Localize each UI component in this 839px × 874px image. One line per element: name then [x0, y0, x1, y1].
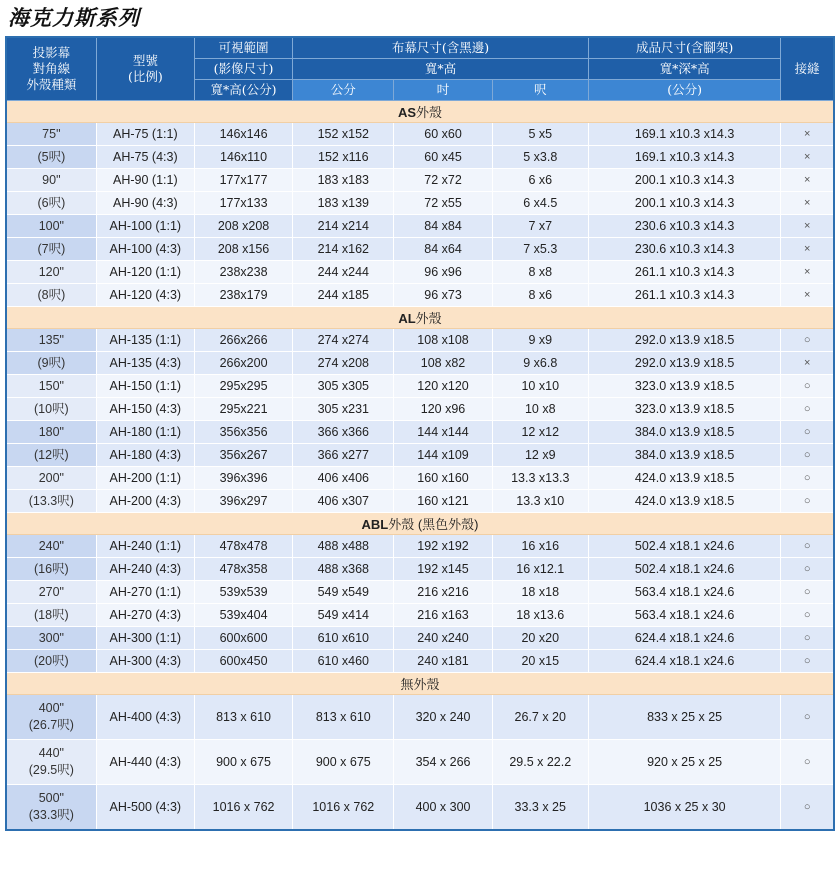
cell-cloth-ft: 12 x9	[492, 444, 588, 467]
cell-diagonal-ft: (7呎)	[6, 238, 96, 261]
cell-product-size: 200.1 x10.3 x14.3	[588, 192, 780, 215]
cell-model: AH-200 (4:3)	[96, 490, 194, 513]
cell-cloth-inch: 144 x109	[394, 444, 492, 467]
diagonal-ft: (29.5呎)	[28, 763, 74, 777]
cell-cloth-cm: 183 x139	[293, 192, 394, 215]
cell-cloth-cm: 274 x208	[293, 352, 394, 375]
cell-cloth-cm: 610 x460	[293, 650, 394, 673]
table-row	[6, 238, 834, 261]
header-diagonal-line2: 對角線	[32, 61, 71, 76]
cell-diagonal-inch: 120"	[6, 261, 96, 284]
header-visible-line1: 可視範圍	[194, 37, 292, 59]
cell-cloth-ft: 5 x3.8	[492, 146, 588, 169]
cell-cloth-inch: 72 x55	[394, 192, 492, 215]
cell-cloth-cm: 366 x366	[293, 421, 394, 444]
cell-cloth-ft: 7 x7	[492, 215, 588, 238]
cell-product-size: 292.0 x13.9 x18.5	[588, 352, 780, 375]
cell-seam: ○	[781, 398, 834, 421]
table-row	[6, 398, 834, 421]
header-model-line2: (比例)	[127, 69, 163, 84]
cell-cloth-inch: 160 x160	[394, 467, 492, 490]
cell-seam: ○	[781, 467, 834, 490]
cell-visible-size: 900 x 675	[194, 740, 292, 785]
cell-seam: ×	[781, 284, 834, 307]
cell-cloth-cm: 214 x214	[293, 215, 394, 238]
cell-diagonal-inch: 90"	[6, 169, 96, 192]
section-title	[6, 673, 834, 695]
cell-product-size: 169.1 x10.3 x14.3	[588, 123, 780, 146]
header-diagonal-line3: 外殼種類	[26, 77, 77, 92]
cell-visible-size: 600x600	[194, 627, 292, 650]
header-cloth-sub: 寬*高	[293, 59, 589, 80]
cell-model: AH-300 (1:1)	[96, 627, 194, 650]
section-title-rest: 外殼	[416, 105, 443, 120]
cell-model: AH-200 (1:1)	[96, 467, 194, 490]
cell-cloth-inch: 96 x96	[394, 261, 492, 284]
cell-model: AH-150 (1:1)	[96, 375, 194, 398]
cell-visible-size: 238x238	[194, 261, 292, 284]
cell-cloth-ft: 16 x12.1	[492, 558, 588, 581]
cell-cloth-ft: 16 x16	[492, 535, 588, 558]
cell-product-size: 424.0 x13.9 x18.5	[588, 467, 780, 490]
cell-model: AH-120 (4:3)	[96, 284, 194, 307]
cell-cloth-cm: 152 x116	[293, 146, 394, 169]
cell-diagonal-inch: 150"	[6, 375, 96, 398]
cell-product-size: 261.1 x10.3 x14.3	[588, 284, 780, 307]
cell-seam: ○	[781, 535, 834, 558]
table-row	[6, 192, 834, 215]
cell-cloth-cm: 488 x488	[293, 535, 394, 558]
table-row	[6, 558, 834, 581]
cell-product-size: 384.0 x13.9 x18.5	[588, 444, 780, 467]
cell-cloth-inch: 320 x 240	[394, 695, 492, 740]
cell-seam: ×	[781, 192, 834, 215]
cell-product-size: 323.0 x13.9 x18.5	[588, 375, 780, 398]
table-row	[6, 352, 834, 375]
cell-diagonal-inch: 180"	[6, 421, 96, 444]
cell-seam: ○	[781, 581, 834, 604]
cell-cloth-cm: 305 x231	[293, 398, 394, 421]
cell-seam: ○	[781, 421, 834, 444]
cell-cloth-inch: 120 x120	[394, 375, 492, 398]
section-title-bold: AS	[397, 105, 417, 120]
cell-visible-size: 266x266	[194, 329, 292, 352]
header-diagonal-line1: 投影幕	[32, 45, 71, 60]
spec-table	[5, 36, 835, 831]
cell-diagonal	[6, 695, 96, 740]
header-product-group: 成品尺寸(含腳架)	[588, 37, 780, 59]
cell-cloth-inch: 84 x84	[394, 215, 492, 238]
section-title-bold: ABL	[361, 517, 389, 532]
cell-product-size: 323.0 x13.9 x18.5	[588, 398, 780, 421]
cell-product-size: 384.0 x13.9 x18.5	[588, 421, 780, 444]
cell-model: AH-100 (1:1)	[96, 215, 194, 238]
cell-model: AH-120 (1:1)	[96, 261, 194, 284]
cell-model: AH-180 (1:1)	[96, 421, 194, 444]
cell-visible-size: 813 x 610	[194, 695, 292, 740]
cell-diagonal-ft: (6呎)	[6, 192, 96, 215]
cell-visible-size: 396x297	[194, 490, 292, 513]
cell-diagonal-ft: (13.3呎)	[6, 490, 96, 513]
cell-seam: ○	[781, 740, 834, 785]
header-model	[96, 37, 194, 101]
cell-cloth-inch: 400 x 300	[394, 785, 492, 831]
cell-model: AH-440 (4:3)	[96, 740, 194, 785]
cell-cloth-cm: 366 x277	[293, 444, 394, 467]
cell-cloth-ft: 6 x6	[492, 169, 588, 192]
cell-cloth-inch: 84 x64	[394, 238, 492, 261]
cell-product-size: 169.1 x10.3 x14.3	[588, 146, 780, 169]
cell-diagonal-inch: 100"	[6, 215, 96, 238]
cell-visible-size: 266x200	[194, 352, 292, 375]
cell-cloth-cm: 274 x274	[293, 329, 394, 352]
diagonal-inch: 500"	[38, 791, 64, 805]
cell-seam: ○	[781, 604, 834, 627]
cell-diagonal	[6, 740, 96, 785]
cell-visible-size: 177x133	[194, 192, 292, 215]
cell-model: AH-135 (4:3)	[96, 352, 194, 375]
cell-cloth-ft: 13.3 x13.3	[492, 467, 588, 490]
cell-model: AH-150 (4:3)	[96, 398, 194, 421]
cell-seam: ○	[781, 444, 834, 467]
cell-diagonal-inch: 240"	[6, 535, 96, 558]
cell-cloth-ft: 18 x18	[492, 581, 588, 604]
cell-cloth-ft: 8 x6	[492, 284, 588, 307]
diagonal-ft: (33.3呎)	[28, 808, 74, 822]
page-title: 海克力斯系列	[8, 6, 140, 30]
cell-model: AH-90 (1:1)	[96, 169, 194, 192]
cell-diagonal-ft: (12呎)	[6, 444, 96, 467]
cell-model: AH-500 (4:3)	[96, 785, 194, 831]
cell-seam: ×	[781, 169, 834, 192]
section-title-bold: AL	[398, 311, 416, 326]
cell-cloth-cm: 488 x368	[293, 558, 394, 581]
table-row	[6, 123, 834, 146]
table-row	[6, 467, 834, 490]
cell-diagonal-ft: (5呎)	[6, 146, 96, 169]
cell-model: AH-300 (4:3)	[96, 650, 194, 673]
header-cloth-group: 布幕尺寸(含黑邊)	[293, 37, 589, 59]
cell-product-size: 624.4 x18.1 x24.6	[588, 627, 780, 650]
section-header	[6, 673, 834, 695]
cell-product-size: 563.4 x18.1 x24.6	[588, 604, 780, 627]
cell-product-size: 920 x 25 x 25	[588, 740, 780, 785]
cell-model: AH-75 (1:1)	[96, 123, 194, 146]
table-row	[6, 169, 834, 192]
cell-diagonal-inch: 270"	[6, 581, 96, 604]
cell-cloth-ft: 5 x5	[492, 123, 588, 146]
cell-cloth-ft: 29.5 x 22.2	[492, 740, 588, 785]
cell-product-size: 261.1 x10.3 x14.3	[588, 261, 780, 284]
cell-diagonal-inch: 75"	[6, 123, 96, 146]
cell-cloth-cm: 152 x152	[293, 123, 394, 146]
header-product-sub: 寬*深*高	[588, 59, 780, 80]
cell-cloth-cm: 900 x 675	[293, 740, 394, 785]
cell-seam: ×	[781, 146, 834, 169]
cell-cloth-ft: 20 x15	[492, 650, 588, 673]
section-title	[6, 307, 834, 329]
cell-cloth-ft: 7 x5.3	[492, 238, 588, 261]
cell-cloth-inch: 108 x108	[394, 329, 492, 352]
cell-diagonal-ft: (16呎)	[6, 558, 96, 581]
cell-cloth-cm: 244 x244	[293, 261, 394, 284]
cell-diagonal-ft: (10呎)	[6, 398, 96, 421]
cell-seam: ×	[781, 215, 834, 238]
cell-visible-size: 1016 x 762	[194, 785, 292, 831]
cell-model: AH-270 (1:1)	[96, 581, 194, 604]
cell-cloth-ft: 26.7 x 20	[492, 695, 588, 740]
cell-product-size: 502.4 x18.1 x24.6	[588, 558, 780, 581]
cell-model: AH-240 (4:3)	[96, 558, 194, 581]
cell-seam: ×	[781, 238, 834, 261]
cell-diagonal-ft: (18呎)	[6, 604, 96, 627]
cell-cloth-inch: 240 x240	[394, 627, 492, 650]
section-title	[6, 513, 834, 535]
cell-cloth-ft: 10 x8	[492, 398, 588, 421]
cell-cloth-ft: 6 x4.5	[492, 192, 588, 215]
cell-model: AH-90 (4:3)	[96, 192, 194, 215]
cell-visible-size: 295x221	[194, 398, 292, 421]
cell-cloth-ft: 13.3 x10	[492, 490, 588, 513]
cell-cloth-cm: 813 x 610	[293, 695, 394, 740]
header-diagonal	[6, 37, 96, 101]
table-row	[6, 215, 834, 238]
header-visible-line2: (影像尺寸)	[194, 59, 292, 80]
cell-seam: ×	[781, 123, 834, 146]
cell-visible-size: 356x267	[194, 444, 292, 467]
cell-visible-size: 208 x156	[194, 238, 292, 261]
header-model-line1: 型號	[132, 53, 158, 68]
header-seam: 接縫	[781, 37, 834, 101]
table-row	[6, 650, 834, 673]
cell-visible-size: 238x179	[194, 284, 292, 307]
cell-cloth-cm: 183 x183	[293, 169, 394, 192]
cell-cloth-ft: 12 x12	[492, 421, 588, 444]
cell-visible-size: 478x358	[194, 558, 292, 581]
header-unit-inch: 吋	[394, 80, 492, 101]
table-row	[6, 627, 834, 650]
section-title-rest: 無外殼	[400, 677, 440, 692]
table-row	[6, 421, 834, 444]
cell-visible-size: 600x450	[194, 650, 292, 673]
cell-product-size: 424.0 x13.9 x18.5	[588, 490, 780, 513]
cell-diagonal-ft: (20呎)	[6, 650, 96, 673]
cell-model: AH-240 (1:1)	[96, 535, 194, 558]
table-row	[6, 375, 834, 398]
cell-cloth-inch: 216 x216	[394, 581, 492, 604]
cell-visible-size: 208 x208	[194, 215, 292, 238]
cell-cloth-ft: 33.3 x 25	[492, 785, 588, 831]
cell-visible-size: 146x110	[194, 146, 292, 169]
cell-cloth-cm: 244 x185	[293, 284, 394, 307]
cell-cloth-inch: 108 x82	[394, 352, 492, 375]
cell-seam: ○	[781, 375, 834, 398]
table-row	[6, 329, 834, 352]
table-row	[6, 604, 834, 627]
table-row	[6, 490, 834, 513]
header-unit-ft: 呎	[492, 80, 588, 101]
table-row	[6, 695, 834, 740]
cell-product-size: 1036 x 25 x 30	[588, 785, 780, 831]
cell-cloth-inch: 192 x145	[394, 558, 492, 581]
cell-cloth-cm: 610 x610	[293, 627, 394, 650]
cell-model: AH-270 (4:3)	[96, 604, 194, 627]
diagonal-ft: (26.7呎)	[28, 718, 74, 732]
cell-cloth-cm: 549 x549	[293, 581, 394, 604]
cell-cloth-cm: 406 x307	[293, 490, 394, 513]
cell-model: AH-135 (1:1)	[96, 329, 194, 352]
section-header	[6, 101, 834, 123]
header-unit-cm: 公分	[293, 80, 394, 101]
header-visible-line3: 寬*高(公分)	[194, 80, 292, 101]
cell-diagonal	[6, 785, 96, 831]
table-row	[6, 261, 834, 284]
table-row	[6, 284, 834, 307]
cell-cloth-inch: 72 x72	[394, 169, 492, 192]
cell-seam: ○	[781, 695, 834, 740]
table-row	[6, 444, 834, 467]
cell-visible-size: 177x177	[194, 169, 292, 192]
table-body	[6, 101, 834, 831]
cell-seam: ○	[781, 558, 834, 581]
cell-product-size: 563.4 x18.1 x24.6	[588, 581, 780, 604]
cell-cloth-ft: 10 x10	[492, 375, 588, 398]
cell-diagonal-inch: 135"	[6, 329, 96, 352]
cell-product-size: 230.6 x10.3 x14.3	[588, 215, 780, 238]
cell-model: AH-75 (4:3)	[96, 146, 194, 169]
cell-seam: ×	[781, 352, 834, 375]
cell-diagonal-ft: (9呎)	[6, 352, 96, 375]
cell-visible-size: 539x539	[194, 581, 292, 604]
cell-model: AH-180 (4:3)	[96, 444, 194, 467]
cell-seam: ○	[781, 650, 834, 673]
cell-product-size: 292.0 x13.9 x18.5	[588, 329, 780, 352]
cell-seam: ○	[781, 627, 834, 650]
cell-visible-size: 295x295	[194, 375, 292, 398]
cell-cloth-ft: 18 x13.6	[492, 604, 588, 627]
section-title-rest: 外殼 (黑色外殼)	[388, 517, 479, 532]
cell-product-size: 230.6 x10.3 x14.3	[588, 238, 780, 261]
header-unit-cm-paren: (公分)	[588, 80, 780, 101]
section-header	[6, 307, 834, 329]
table-row	[6, 146, 834, 169]
cell-diagonal-ft: (8呎)	[6, 284, 96, 307]
cell-cloth-inch: 120 x96	[394, 398, 492, 421]
cell-cloth-inch: 60 x60	[394, 123, 492, 146]
cell-visible-size: 478x478	[194, 535, 292, 558]
cell-seam: ○	[781, 490, 834, 513]
cell-seam: ×	[781, 261, 834, 284]
cell-product-size: 833 x 25 x 25	[588, 695, 780, 740]
cell-cloth-ft: 20 x20	[492, 627, 588, 650]
cell-cloth-ft: 9 x9	[492, 329, 588, 352]
table-header	[6, 37, 834, 101]
cell-diagonal-inch: 200"	[6, 467, 96, 490]
cell-cloth-cm: 214 x162	[293, 238, 394, 261]
cell-model: AH-400 (4:3)	[96, 695, 194, 740]
table-row	[6, 785, 834, 831]
cell-product-size: 624.4 x18.1 x24.6	[588, 650, 780, 673]
cell-cloth-inch: 144 x144	[394, 421, 492, 444]
cell-visible-size: 539x404	[194, 604, 292, 627]
cell-cloth-inch: 216 x163	[394, 604, 492, 627]
cell-cloth-inch: 96 x73	[394, 284, 492, 307]
cell-cloth-cm: 1016 x 762	[293, 785, 394, 831]
cell-cloth-inch: 354 x 266	[394, 740, 492, 785]
cell-diagonal-inch: 300"	[6, 627, 96, 650]
section-header	[6, 513, 834, 535]
cell-cloth-cm: 406 x406	[293, 467, 394, 490]
cell-visible-size: 146x146	[194, 123, 292, 146]
cell-cloth-inch: 60 x45	[394, 146, 492, 169]
cell-product-size: 200.1 x10.3 x14.3	[588, 169, 780, 192]
cell-cloth-inch: 240 x181	[394, 650, 492, 673]
table-row	[6, 740, 834, 785]
diagonal-inch: 440"	[38, 746, 64, 760]
cell-product-size: 502.4 x18.1 x24.6	[588, 535, 780, 558]
section-title	[6, 101, 834, 123]
cell-cloth-ft: 9 x6.8	[492, 352, 588, 375]
section-title-rest: 外殼	[415, 311, 442, 326]
cell-seam: ○	[781, 785, 834, 831]
cell-cloth-cm: 549 x414	[293, 604, 394, 627]
cell-cloth-inch: 160 x121	[394, 490, 492, 513]
cell-model: AH-100 (4:3)	[96, 238, 194, 261]
cell-seam: ○	[781, 329, 834, 352]
table-row	[6, 581, 834, 604]
diagonal-inch: 400"	[38, 701, 64, 715]
cell-visible-size: 396x396	[194, 467, 292, 490]
cell-cloth-ft: 8 x8	[492, 261, 588, 284]
cell-cloth-cm: 305 x305	[293, 375, 394, 398]
table-row	[6, 535, 834, 558]
cell-cloth-inch: 192 x192	[394, 535, 492, 558]
cell-visible-size: 356x356	[194, 421, 292, 444]
